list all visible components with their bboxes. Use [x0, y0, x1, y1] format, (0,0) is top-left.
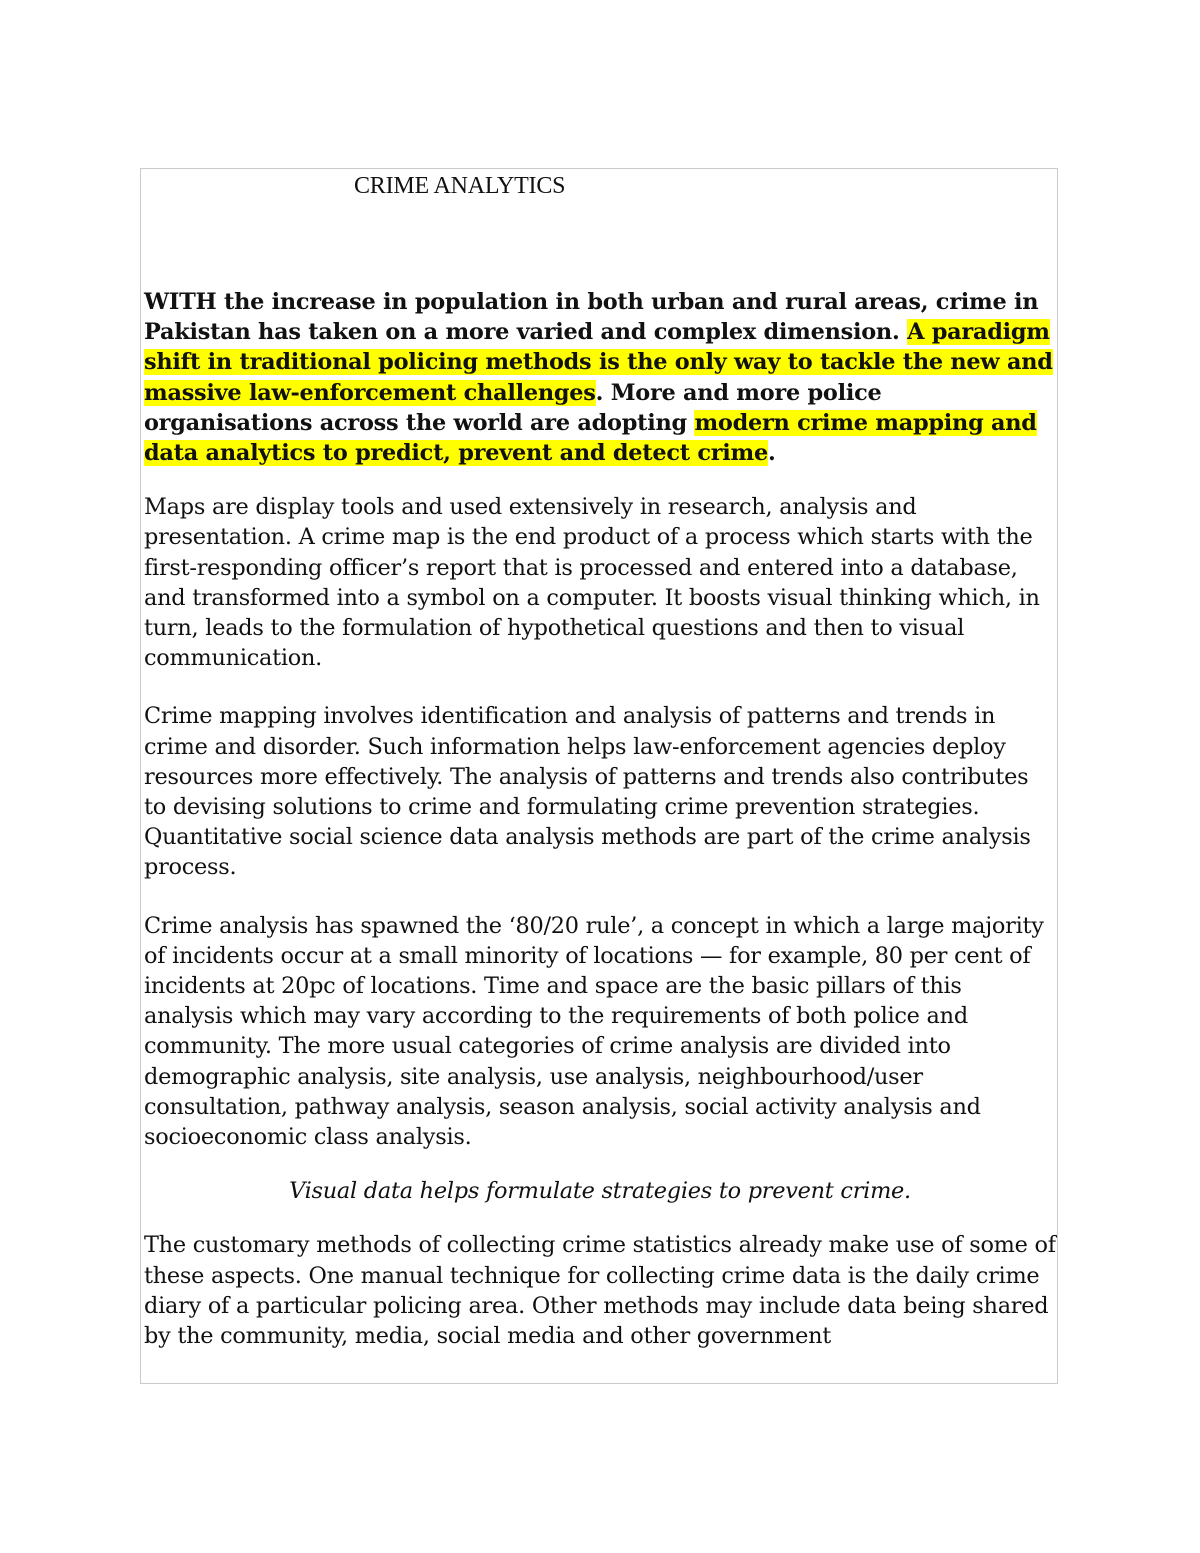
lead-paragraph	[144, 287, 1056, 468]
lead-text-2: . More and more police organisations across the world are adopting	[144, 379, 882, 436]
lead-text-1: WITH the increase in population in both urban and rural areas, crime in Pakistan has taken on a more varied and complex dimension.	[144, 289, 1039, 346]
document-body	[144, 169, 1056, 1351]
section-subheading: Visual data helps formulate strategies to prevent crime.	[289, 1178, 911, 1205]
lead-text-3: .	[768, 440, 776, 467]
highlight-1: A paradigm shift in traditional policing methods is the only way to tackle the new and massive law-enforcement challenges	[144, 319, 1053, 406]
highlight-2: modern crime mapping and data analytics to predict, prevent and detect crime	[144, 409, 1037, 467]
page-frame	[140, 168, 1058, 1384]
body-paragraph-maps: Maps are display tools and used extensively in research, analysis and presentation. A crime map is the end product of a process which starts with the first-responding officer’s report that is processed and entered into a database, and transformed into a symbol on a computer. It boosts visual thinking which, in turn, leads to the formulation of hypothetical questions and then to visual communication.	[144, 494, 1040, 672]
body-paragraph-crime-mapping: Crime mapping involves identification and analysis of patterns and trends in crime and disorder. Such information helps law-enforcement agencies deploy resources more effectively. The analysis of patterns and trends also contributes to devising solutions to crime and formulating crime prevention strategies. Quantitative social science data analysis methods are part of the crime analysis process.	[144, 703, 1031, 881]
body-paragraph-methods: The customary methods of collecting crime statistics already make use of some of these aspects. One manual technique for collecting crime data is the daily crime diary of a particular policing area. Other methods may include data being shared by the community, media, social media and other government	[144, 1232, 1056, 1350]
document-title: CRIME ANALYTICS	[354, 173, 566, 199]
body-paragraph-crime-analysis: Crime analysis has spawned the ‘80/20 rule’, a concept in which a large majority of incidents occur at a small minority of locations — for example, 80 per cent of incidents at 20pc of locations. Time and space are the basic pillars of this analysis which may vary according to the requirements of both police and community. The more usual categories of crime analysis are divided into demographic analysis, site analysis, use analysis, neighbourhood/user consultation, pathway analysis, season analysis, social activity analysis and socioeconomic class analysis.	[144, 912, 1044, 1151]
